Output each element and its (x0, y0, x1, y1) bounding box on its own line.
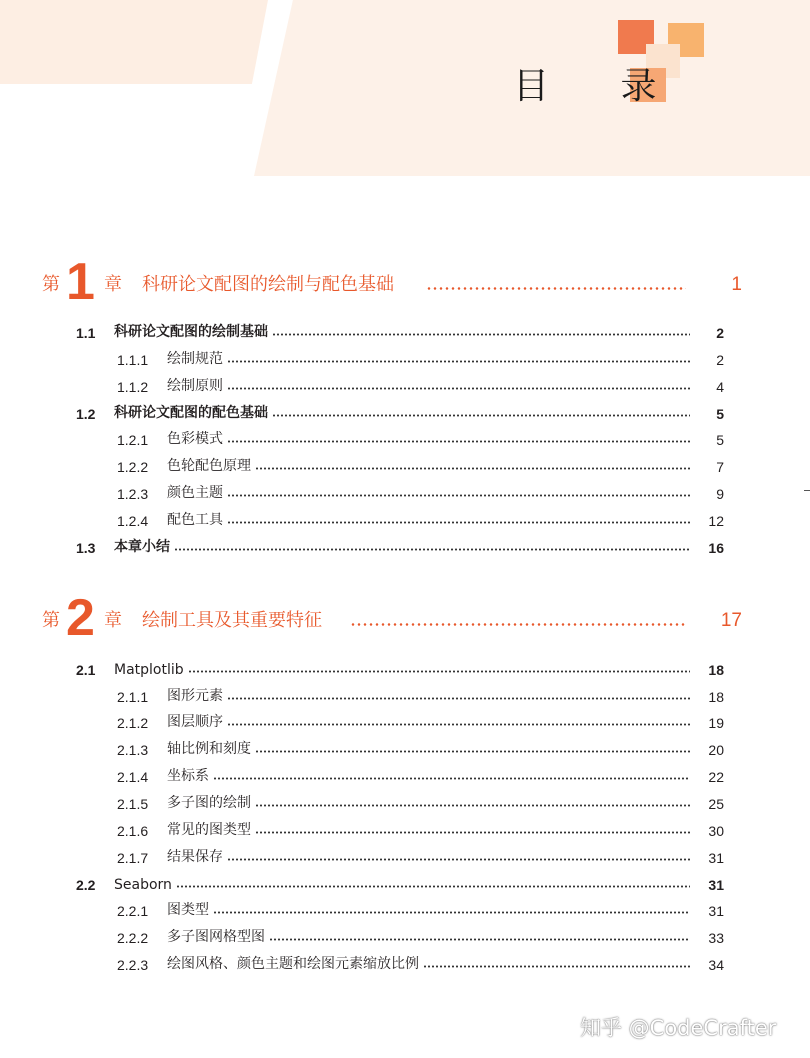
toc-subsection-row[interactable] (117, 509, 724, 529)
page-edge-mark (804, 490, 810, 491)
subsection-page: 9 (716, 486, 724, 502)
chapter-leader-dots (350, 623, 686, 626)
leader-dots (176, 885, 690, 888)
subsection-page: 5 (716, 432, 724, 448)
section-title: 科研论文配图的配色基础 (114, 405, 268, 421)
leader-dots (272, 414, 690, 417)
subsection-title: 绘图风格、颜色主题和绘图元素缩放比例 (167, 956, 419, 972)
subsection-title: 多子图网格型图 (167, 929, 265, 945)
chapter-2-heading[interactable] (42, 586, 742, 647)
section-page: 31 (708, 877, 724, 893)
leader-dots (174, 548, 690, 551)
subsection-number: 1.2.3 (117, 486, 149, 502)
toc-subsection-row[interactable] (117, 711, 724, 731)
section-title: 科研论文配图的绘制基础 (114, 324, 268, 340)
toc-subsection-row[interactable] (117, 792, 724, 812)
subsection-title: 绘制规范 (167, 351, 223, 367)
subsection-page: 18 (708, 689, 724, 705)
chapter-page: 17 (720, 610, 742, 631)
subsection-page: 34 (708, 957, 724, 973)
chapter-number: 1 (66, 253, 95, 311)
subsection-number: 2.1.5 (117, 796, 149, 812)
subsection-number: 2.1.7 (117, 850, 149, 866)
leader-dots (227, 440, 690, 443)
leader-dots (227, 521, 690, 524)
subsection-page: 2 (716, 352, 724, 368)
subsection-title: 轴比例和刻度 (167, 741, 251, 757)
subsection-page: 30 (708, 823, 724, 839)
leader-dots (272, 333, 690, 336)
toc-subsection-row[interactable] (117, 685, 724, 705)
toc-subsection-row[interactable] (117, 953, 724, 973)
toc-subsection-row[interactable] (117, 819, 724, 839)
leader-dots (255, 467, 690, 470)
toc-subsection-row[interactable] (117, 375, 724, 395)
subsection-page: 20 (708, 742, 724, 758)
page-title: 目 录 (513, 66, 687, 107)
section-title: Matplotlib (114, 662, 184, 678)
subsection-number: 2.1.1 (117, 689, 149, 705)
section-number: 2.1 (76, 662, 96, 678)
subsection-page: 31 (708, 903, 724, 919)
toc-subsection-row[interactable] (117, 765, 724, 785)
toc-subsection-row[interactable] (117, 428, 724, 448)
subsection-page: 22 (708, 769, 724, 785)
subsection-title: 图层顺序 (167, 714, 223, 730)
chapter-suffix: 章 (104, 274, 122, 295)
subsection-page: 33 (708, 930, 724, 946)
chapter-page: 1 (731, 274, 742, 295)
subsection-title: 图类型 (167, 902, 209, 918)
chapter-leader-dots (426, 287, 686, 290)
toc-section-row[interactable] (76, 536, 724, 556)
toc-subsection-row[interactable] (117, 348, 724, 368)
subsection-title: 颜色主题 (167, 485, 223, 501)
subsection-page: 4 (716, 379, 724, 395)
toc-section-row[interactable] (76, 402, 724, 422)
chapter-suffix: 章 (104, 610, 122, 631)
section-page: 16 (708, 540, 724, 556)
section-title: 本章小结 (114, 539, 170, 555)
leader-dots (213, 911, 690, 914)
toc-subsection-row[interactable] (117, 482, 724, 502)
toc-subsection-row[interactable] (117, 846, 724, 866)
leader-dots (227, 494, 690, 497)
section-number: 1.2 (76, 406, 96, 422)
section-page: 18 (708, 662, 724, 678)
section-number: 2.2 (76, 877, 96, 893)
subsection-number: 2.1.2 (117, 715, 149, 731)
section-number: 1.3 (76, 540, 96, 556)
subsection-number: 2.2.2 (117, 930, 149, 946)
subsection-page: 31 (708, 850, 724, 866)
subsection-page: 7 (716, 459, 724, 475)
subsection-page: 25 (708, 796, 724, 812)
leader-dots (255, 750, 690, 753)
subsection-number: 2.2.3 (117, 957, 149, 973)
toc-subsection-row[interactable] (117, 899, 724, 919)
chapter-title: 绘制工具及其重要特征 (142, 610, 322, 631)
toc-subsection-row[interactable] (117, 738, 724, 758)
subsection-number: 2.1.4 (117, 769, 149, 785)
subsection-number: 1.2.2 (117, 459, 149, 475)
chapter-number: 2 (66, 589, 95, 647)
subsection-title: 绘制原则 (167, 378, 223, 394)
leader-dots (227, 360, 690, 363)
subsection-title: 结果保存 (167, 849, 223, 865)
toc-subsection-row[interactable] (117, 926, 724, 946)
section-page: 2 (716, 325, 724, 341)
subsection-number: 2.2.1 (117, 903, 149, 919)
toc-section-row[interactable] (76, 321, 724, 341)
leader-dots (269, 938, 690, 941)
subsection-title: 坐标系 (167, 768, 209, 784)
leader-dots (255, 804, 690, 807)
subsection-number: 2.1.6 (117, 823, 149, 839)
subsection-title: 配色工具 (167, 512, 223, 528)
toc-section-row[interactable] (76, 658, 724, 678)
leader-dots (227, 697, 690, 700)
subsection-title: 多子图的绘制 (167, 795, 251, 811)
subsection-page: 12 (708, 513, 724, 529)
leader-dots (227, 858, 690, 861)
leader-dots (227, 387, 690, 390)
leader-dots (188, 670, 690, 673)
subsection-number: 1.1.2 (117, 379, 149, 395)
chapter-1-heading[interactable] (42, 250, 742, 311)
subsection-page: 19 (708, 715, 724, 731)
leader-dots (227, 723, 690, 726)
subsection-title: 色轮配色原理 (167, 458, 251, 474)
leader-dots (255, 831, 690, 834)
section-title: Seaborn (114, 877, 172, 893)
subsection-title: 常见的图类型 (167, 822, 251, 838)
chapter-title: 科研论文配图的绘制与配色基础 (142, 274, 394, 295)
header-band-left (0, 0, 268, 84)
toc-subsection-row[interactable] (117, 455, 724, 475)
section-page: 5 (716, 406, 724, 422)
subsection-title: 色彩模式 (167, 431, 223, 447)
leader-dots (213, 777, 690, 780)
leader-dots (423, 965, 690, 968)
subsection-number: 1.2.1 (117, 432, 149, 448)
chapter-prefix: 第 (42, 274, 60, 295)
section-number: 1.1 (76, 325, 96, 341)
chapter-prefix: 第 (42, 610, 60, 631)
subsection-number: 1.2.4 (117, 513, 149, 529)
watermark: 知乎 @CodeCrafter (580, 1016, 777, 1040)
subsection-number: 1.1.1 (117, 352, 149, 368)
subsection-title: 图形元素 (167, 688, 223, 704)
toc-section-row[interactable] (76, 873, 724, 893)
subsection-number: 2.1.3 (117, 742, 149, 758)
